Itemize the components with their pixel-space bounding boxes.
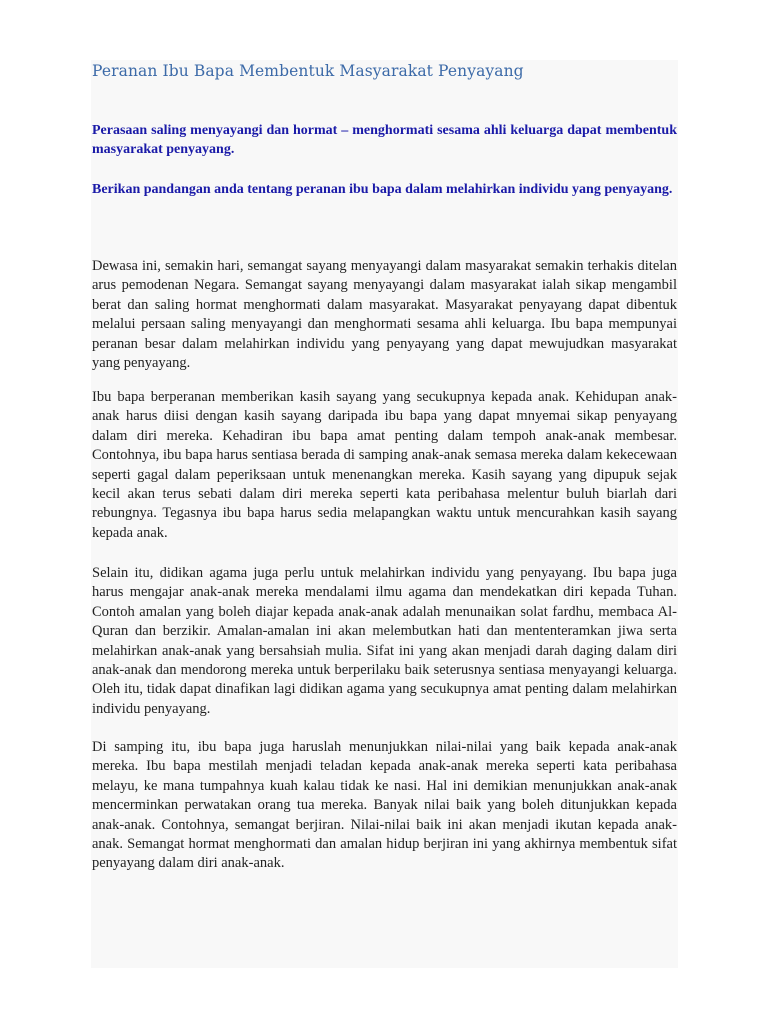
essay-prompt-statement: Perasaan saling menyayangi dan hormat – menghormati sesama ahli keluarga dapat membentuk masyarakat penyayang.: [92, 123, 677, 157]
paragraph-didikan-agama: Selain itu, didikan agama juga perlu untuk melahirkan individu yang penyayang. Ibu bapa juga harus mengajar anak-anak mereka mendalami ilmu agama dan mendekatkan diri kepada Tuhan. Contoh amalan yang boleh diajar kepada anak-anak adalah menunaikan solat fardhu, membaca Al-Quran dan berzikir. Amalan-amalan ini akan melembutkan hati dan mententeramkan jiwa serta melahirkan anak-anak yang bersahsiah mulia. Sifat ini yang akan menjadi darah daging dalam diri anak-anak dan mendorong mereka untuk berperilaku baik seterusnya sentiasa menyayangi keluarga. Oleh itu, tidak dapat dinafikan lagi didikan agama yang secukupnya amat penting dalam melahirkan individu penyayang.: [92, 565, 677, 717]
paragraph-kasih-sayang: Ibu bapa berperanan memberikan kasih sayang yang secukupnya kepada anak. Kehidupan anak-anak harus diisi dengan kasih sayang daripada ibu bapa yang dapat mnyemai sikap penyayang dalam diri mereka. Kehadiran ibu bapa amat penting dalam tempoh anak-anak membesar. Contohnya, ibu bapa harus sentiasa berada di samping anak-anak semasa mereka dalam kekecewaan seperti gagal dalam peperiksaan untuk menenangkan mereka. Kasih sayang yang dipupuk sejak kecil akan terus sebati dalam diri mereka seperti kata peribahasa melentur buluh biarlah dari rebungnya. Tegasnya ibu bapa harus sedia melapangkan waktu untuk mencurahkan kasih sayang kepada anak.: [92, 389, 677, 541]
paragraph-introduction: Dewasa ini, semakin hari, semangat sayang menyayangi dalam masyarakat semakin terhakis ditelan arus pemodenan Negara. Semangat sayang menyayangi dalam masyarakat ialah sikap mengambil berat dan saling hormat menghormati dalam masyarakat. Masyarakat penyayang dapat dibentuk melalui persaan saling menyayangi dan menghormati sesama ahli keluarga. Ibu bapa mempunyai peranan besar dalam melahirkan individu yang penyayang yang dapat mewujudkan masyarakat yang penyayang.: [92, 258, 677, 372]
paragraph-teladan: Di samping itu, ibu bapa juga haruslah menunjukkan nilai-nilai yang baik kepada anak-anak mereka. Ibu bapa mestilah menjadi teladan kepada anak-anak mereka seperti kata peribahasa melayu, ke mana tumpahnya kuah kalau tidak ke nasi. Hal ini demikian menunjukkan anak-anak mencerminkan perwatakan orang tua mereka. Banyak nilai baik yang boleh ditunjukkan kepada anak-anak. Contohnya, semangat berjiran. Nilai-nilai baik ini akan menjadi ikutan kepada anak-anak. Semangat hormat menghormati dan amalan hidup berjiran ini yang akhirnya membentuk sifat penyayang dalam diri anak-anak.: [92, 739, 677, 872]
essay-prompt-question: Berikan pandangan anda tentang peranan ibu bapa dalam melahirkan individu yang penyayang.: [92, 182, 673, 197]
document-title: Peranan Ibu Bapa Membentuk Masyarakat Penyayang: [92, 62, 524, 80]
